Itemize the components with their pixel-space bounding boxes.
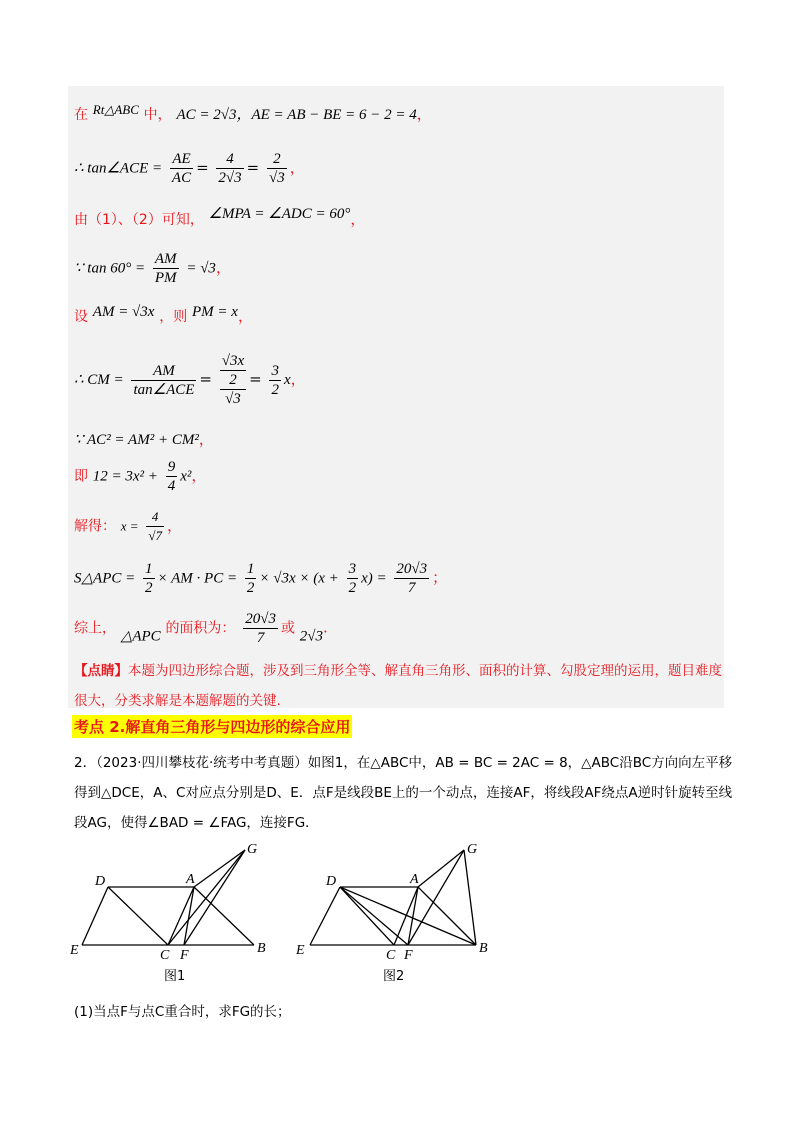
label-e: E (296, 943, 305, 958)
frac-num: √3x (221, 353, 245, 369)
segment-ac (394, 887, 418, 945)
math-am: AM = √3x (92, 304, 155, 320)
figure-1-caption: 图1 (164, 969, 186, 984)
segment-ab (418, 887, 476, 945)
math-pythag: ∵ AC² = AM² + CM² (74, 432, 199, 448)
frac-num: 9 (167, 459, 176, 475)
question-1: (1)当点F与点C重合时，求FG的长； (74, 1004, 291, 1020)
frac-den: 2 (348, 580, 357, 596)
fraction (269, 362, 281, 399)
text-huo: 或 (280, 620, 295, 637)
frac-den: 2 (246, 580, 255, 596)
solution-line-8 (74, 458, 206, 495)
segment-fg (184, 850, 245, 945)
label-g: G (247, 842, 258, 857)
punct: ； (432, 568, 448, 587)
punct: ， (215, 258, 231, 277)
text-zhong: 中， (143, 107, 172, 123)
punct: ， (289, 158, 305, 177)
fraction (166, 458, 178, 495)
frac-den: 7 (256, 630, 265, 646)
section-heading: 考点 2.解直角三角形与四边形的综合应用 (72, 715, 352, 738)
segment-gb (464, 850, 476, 945)
segment-db (340, 887, 476, 945)
fraction (243, 610, 278, 647)
text-ji: 即 (74, 468, 88, 485)
label-b: B (257, 941, 266, 956)
fraction (394, 560, 429, 597)
text-ze: ，则 (159, 309, 188, 325)
fraction (267, 150, 287, 187)
solution-line-9 (74, 508, 182, 545)
frac-den: 2 (145, 580, 153, 596)
problem-statement: 2．（2023·四川攀枝花·统考中考真题）如图1，在△ABC中，AB = BC = 2AC = 8，△ABC沿BC方向向左平移得到△DCE，A、C对应点分别是D、E．点F是线段BE上的一个动点，连接AF，将线段AF绕点A逆时针旋转至线段AG，使得∠BAD = ∠FAG，连接FG． (74, 755, 733, 831)
figure-2-caption: 图2 (383, 969, 405, 984)
fraction (170, 150, 193, 187)
math-ac-ae: AC = 2√3，AE = AB − BE = 6 − 2 = 4 (176, 107, 417, 123)
frac-den: √3 (269, 170, 285, 186)
punct: ， (198, 430, 214, 448)
solution-line-4 (74, 250, 231, 287)
frac-den: 2 (271, 381, 279, 398)
punct: . (322, 618, 328, 637)
frac-den: 7 (408, 580, 416, 596)
fraction (146, 508, 164, 545)
label-a: A (410, 872, 419, 887)
fraction (347, 560, 359, 597)
frac-num-den: 2 (220, 371, 246, 390)
label-c: C (386, 948, 396, 963)
fraction (131, 362, 196, 399)
punct: ， (350, 210, 366, 228)
solution-line-6: ∴ CM = $\frac{AM}{\text{tan∠ACE}}$ = √3x 2 √3 = $\frac{3}{2}$ x， (74, 353, 306, 407)
frac-den: √3 (225, 391, 241, 407)
frac-den: 4 (167, 478, 176, 494)
frac-den: PM (154, 270, 177, 286)
fraction (153, 250, 179, 287)
frac-den: √7 (148, 528, 162, 543)
fraction (143, 560, 155, 597)
solution-line-11 (74, 610, 328, 647)
text-zai: 在 (74, 107, 88, 123)
frac-num: 4 (216, 150, 243, 169)
frac-num: AE (170, 150, 193, 169)
math-sqrt3: = √3 (186, 260, 216, 277)
frac-den: AC (171, 170, 192, 186)
figure-1-diagram (70, 838, 280, 968)
math-cm: ∴ CM = (74, 372, 124, 388)
solution-line-2: ∴ tan∠ACE = $\frac{AE}{AC}$ = $\frac{4}{2√3}$ = $\frac{2}{√3}$ ， (74, 151, 305, 186)
segment-ag (418, 850, 464, 887)
solution-line-7 (74, 428, 214, 449)
punct: ， (416, 105, 432, 123)
fraction (216, 150, 243, 187)
math-x: x (283, 372, 291, 388)
label-c: C (160, 948, 170, 963)
label-e: E (70, 943, 79, 958)
frac-num: AM (154, 251, 177, 267)
math-2sqrt3: 2√3 (299, 628, 323, 645)
math-rt-triangle: Rt△ABC (92, 102, 139, 117)
math-x2: x² (180, 468, 192, 485)
compound-fraction (220, 352, 246, 408)
punct: ， (191, 466, 207, 485)
frac-num: 20√3 (396, 561, 428, 577)
dianjing-tag: 【点睛】 (74, 663, 128, 679)
punct: ， (237, 307, 253, 325)
segment-de (310, 887, 340, 945)
text-jiede: 解得： (74, 518, 116, 535)
text-zongshang: 综上， (74, 620, 116, 637)
text-she: 设 (74, 309, 88, 325)
math-pm: PM = x (192, 304, 238, 320)
dianjing-note (74, 656, 724, 716)
segment-de (82, 887, 108, 945)
math-area: S△APC = (74, 570, 136, 587)
math-part: x) = (361, 570, 387, 587)
frac-num: 3 (271, 362, 279, 379)
math-tan-ace: ∴ tan∠ACE = (74, 160, 163, 177)
label-d: D (95, 874, 106, 889)
solution-line-3 (74, 204, 365, 229)
frac-den: tan∠ACE (133, 381, 195, 398)
punct: ， (167, 516, 183, 535)
frac-den: 2√3 (218, 170, 242, 186)
segment-dc (340, 887, 394, 945)
label-f: F (180, 948, 189, 963)
segment-dc (108, 887, 168, 945)
frac-num: AM (131, 362, 196, 381)
math-part: × √3x × (x + (259, 570, 339, 587)
label-b: B (479, 941, 488, 956)
math-x-eq: x = (120, 518, 139, 534)
solution-line-5 (74, 304, 253, 326)
label-f: F (404, 948, 413, 963)
fraction (245, 560, 257, 597)
frac-num: 3 (348, 561, 357, 577)
label-d: D (326, 874, 337, 889)
solution-line-10 (74, 560, 447, 597)
label-a: A (186, 872, 195, 887)
math-part: × AM · PC = (157, 570, 238, 587)
figure-2-diagram (296, 838, 506, 968)
solution-line-1 (74, 102, 432, 124)
frac-num: 2 (267, 150, 287, 169)
text-from-1-2: 由（1）、（2）可知， (74, 212, 204, 228)
frac-num: 20√3 (245, 611, 276, 627)
frac-num: 1 (145, 561, 153, 577)
math-angle-eq: ∠MPA = ∠ADC = 60° (208, 206, 351, 222)
label-g: G (467, 842, 478, 857)
frac-num: 1 (246, 561, 255, 577)
text-area-is: 的面积为： (165, 620, 236, 637)
math-eq12: 12 = 3x² + (92, 468, 158, 485)
punct: ， (290, 370, 306, 388)
math-tan60: ∵ tan 60° = (74, 260, 146, 277)
dianjing-text: 本题为四边形综合题，涉及到三角形全等、解直角三角形、面积的计算、勾股定理的运用，题目难度很大，分类求解是本题解题的关键. (74, 663, 722, 709)
frac-num: 4 (146, 508, 164, 527)
math-apc: △APC (120, 628, 161, 645)
segment-cg (168, 850, 245, 945)
